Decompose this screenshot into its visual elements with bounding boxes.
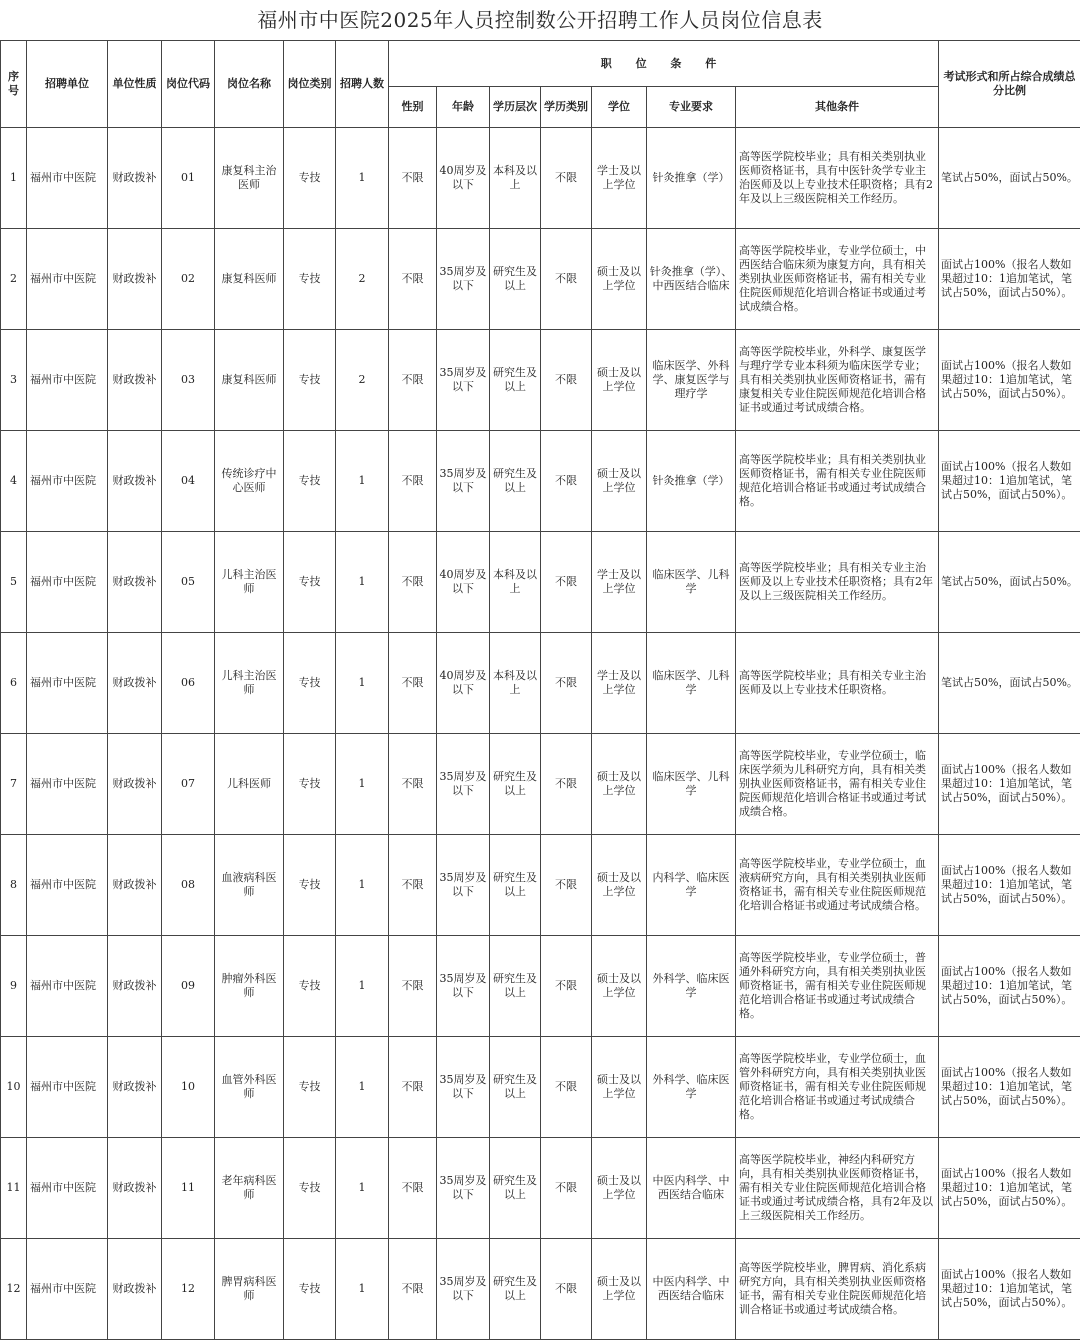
table-row bbox=[1, 936, 1080, 1037]
cell-exam: 面试占100%（报名人数如果超过10：1追加笔试，笔试占50%，面试占50%）。 bbox=[939, 1037, 1080, 1138]
cell-other: 高等医学院校毕业；具有相关类别执业医师资格证书，需有相关专业住院医师规范化培训合格证书或通过考试成绩合格。 bbox=[736, 431, 939, 532]
cell-major: 临床医学、外科学、康复医学与理疗学 bbox=[647, 330, 736, 431]
cell-age: 40周岁及以下 bbox=[437, 532, 490, 633]
cell-unit: 福州市中医院 bbox=[27, 734, 108, 835]
cell-age: 35周岁及以下 bbox=[437, 1239, 490, 1340]
cell-unit: 福州市中医院 bbox=[27, 633, 108, 734]
cell-nature: 财政拨补 bbox=[108, 633, 162, 734]
header-age: 年龄 bbox=[437, 87, 490, 128]
cell-nature: 财政拨补 bbox=[108, 330, 162, 431]
cell-code: 11 bbox=[162, 1138, 215, 1239]
cell-exam: 笔试占50%，面试占50%。 bbox=[939, 532, 1080, 633]
cell-category: 专技 bbox=[284, 1239, 336, 1340]
cell-count: 1 bbox=[336, 936, 389, 1037]
cell-edu-level: 研究生及以上 bbox=[490, 229, 541, 330]
cell-unit: 福州市中医院 bbox=[27, 431, 108, 532]
cell-exam: 面试占100%（报名人数如果超过10：1追加笔试，笔试占50%，面试占50%）。 bbox=[939, 835, 1080, 936]
cell-edu-level: 本科及以上 bbox=[490, 128, 541, 229]
cell-gender: 不限 bbox=[389, 229, 437, 330]
cell-major: 中医内科学、中西医结合临床 bbox=[647, 1138, 736, 1239]
cell-name: 传统诊疗中心医师 bbox=[215, 431, 284, 532]
cell-unit: 福州市中医院 bbox=[27, 1239, 108, 1340]
cell-gender: 不限 bbox=[389, 128, 437, 229]
header-name: 岗位名称 bbox=[215, 41, 284, 128]
cell-category: 专技 bbox=[284, 532, 336, 633]
header-category: 岗位类别 bbox=[284, 41, 336, 128]
cell-count: 1 bbox=[336, 835, 389, 936]
cell-code: 12 bbox=[162, 1239, 215, 1340]
cell-count: 1 bbox=[336, 1239, 389, 1340]
cell-seq: 3 bbox=[1, 330, 27, 431]
cell-count: 1 bbox=[336, 734, 389, 835]
cell-name: 康复科医师 bbox=[215, 229, 284, 330]
cell-age: 40周岁及以下 bbox=[437, 633, 490, 734]
cell-age: 35周岁及以下 bbox=[437, 835, 490, 936]
cell-code: 10 bbox=[162, 1037, 215, 1138]
cell-seq: 8 bbox=[1, 835, 27, 936]
cell-nature: 财政拨补 bbox=[108, 431, 162, 532]
cell-seq: 10 bbox=[1, 1037, 27, 1138]
cell-nature: 财政拨补 bbox=[108, 1239, 162, 1340]
cell-nature: 财政拨补 bbox=[108, 128, 162, 229]
cell-degree: 硕士及以上学位 bbox=[592, 1037, 647, 1138]
cell-degree: 硕士及以上学位 bbox=[592, 835, 647, 936]
cell-degree: 学士及以上学位 bbox=[592, 532, 647, 633]
cell-name: 康复科医师 bbox=[215, 330, 284, 431]
cell-edu-type: 不限 bbox=[541, 1239, 592, 1340]
cell-degree: 硕士及以上学位 bbox=[592, 936, 647, 1037]
cell-count: 1 bbox=[336, 128, 389, 229]
cell-gender: 不限 bbox=[389, 835, 437, 936]
cell-seq: 12 bbox=[1, 1239, 27, 1340]
job-table bbox=[0, 40, 1080, 1340]
cell-major: 临床医学、儿科学 bbox=[647, 532, 736, 633]
header-degree: 学位 bbox=[592, 87, 647, 128]
cell-seq: 5 bbox=[1, 532, 27, 633]
header-count: 招聘人数 bbox=[336, 41, 389, 128]
header-conditions: 职 位 条 件 bbox=[389, 41, 939, 87]
cell-edu-level: 研究生及以上 bbox=[490, 1037, 541, 1138]
cell-unit: 福州市中医院 bbox=[27, 936, 108, 1037]
table-header bbox=[1, 41, 1080, 128]
cell-degree: 硕士及以上学位 bbox=[592, 734, 647, 835]
cell-other: 高等医学院校毕业，专业学位硕士，中西医结合临床须为康复方向，具有相关类别执业医师资格证书，需有相关专业住院医师规范化培训合格证书或通过考试成绩合格。 bbox=[736, 229, 939, 330]
cell-edu-level: 研究生及以上 bbox=[490, 1138, 541, 1239]
page-title: 福州市中医院2025年人员控制数公开招聘工作人员岗位信息表 bbox=[257, 8, 823, 32]
table-row bbox=[1, 633, 1080, 734]
cell-seq: 11 bbox=[1, 1138, 27, 1239]
cell-other: 高等医学院校毕业，脾胃病、消化系病研究方向，具有相关类别执业医师资格证书，需有相关专业住院医师规范化培训合格证书或通过考试成绩合格。 bbox=[736, 1239, 939, 1340]
cell-edu-level: 研究生及以上 bbox=[490, 734, 541, 835]
cell-code: 09 bbox=[162, 936, 215, 1037]
cell-exam: 面试占100%（报名人数如果超过10：1追加笔试，笔试占50%，面试占50%）。 bbox=[939, 1239, 1080, 1340]
cell-count: 2 bbox=[336, 330, 389, 431]
cell-gender: 不限 bbox=[389, 431, 437, 532]
table-row bbox=[1, 1138, 1080, 1239]
cell-degree: 学士及以上学位 bbox=[592, 128, 647, 229]
cell-edu-level: 研究生及以上 bbox=[490, 835, 541, 936]
cell-count: 1 bbox=[336, 1138, 389, 1239]
cell-age: 35周岁及以下 bbox=[437, 330, 490, 431]
cell-unit: 福州市中医院 bbox=[27, 229, 108, 330]
table-row bbox=[1, 431, 1080, 532]
cell-code: 06 bbox=[162, 633, 215, 734]
cell-edu-type: 不限 bbox=[541, 633, 592, 734]
cell-name: 儿科主治医师 bbox=[215, 532, 284, 633]
cell-edu-level: 本科及以上 bbox=[490, 633, 541, 734]
cell-other: 高等医学院校毕业，专业学位硕士，血液病研究方向，具有相关类别执业医师资格证书，需有相关专业住院医师规范化培训合格证书或通过考试成绩合格。 bbox=[736, 835, 939, 936]
cell-count: 2 bbox=[336, 229, 389, 330]
cell-edu-level: 研究生及以上 bbox=[490, 1239, 541, 1340]
header-other: 其他条件 bbox=[736, 87, 939, 128]
header-edu-level: 学历层次 bbox=[490, 87, 541, 128]
table-row bbox=[1, 1037, 1080, 1138]
cell-edu-level: 研究生及以上 bbox=[490, 431, 541, 532]
cell-edu-type: 不限 bbox=[541, 835, 592, 936]
cell-other: 高等医学院校毕业；具有相关专业主治医师及以上专业技术任职资格。 bbox=[736, 633, 939, 734]
cell-nature: 财政拨补 bbox=[108, 229, 162, 330]
cell-major: 针灸推拿（学） bbox=[647, 431, 736, 532]
cell-category: 专技 bbox=[284, 835, 336, 936]
cell-count: 1 bbox=[336, 1037, 389, 1138]
cell-exam: 面试占100%（报名人数如果超过10：1追加笔试，笔试占50%，面试占50%）。 bbox=[939, 431, 1080, 532]
cell-unit: 福州市中医院 bbox=[27, 532, 108, 633]
cell-gender: 不限 bbox=[389, 633, 437, 734]
cell-name: 老年病科医师 bbox=[215, 1138, 284, 1239]
cell-other: 高等医学院校毕业，神经内科研究方向，具有相关类别执业医师资格证书，需有相关专业住院医师规范化培训合格证书或通过考试成绩合格，具有2年及以上三级医院相关工作经历。 bbox=[736, 1138, 939, 1239]
cell-category: 专技 bbox=[284, 128, 336, 229]
cell-nature: 财政拨补 bbox=[108, 1138, 162, 1239]
cell-edu-type: 不限 bbox=[541, 330, 592, 431]
table-row bbox=[1, 532, 1080, 633]
cell-name: 肿瘤外科医师 bbox=[215, 936, 284, 1037]
table-row bbox=[1, 128, 1080, 229]
cell-edu-type: 不限 bbox=[541, 532, 592, 633]
cell-unit: 福州市中医院 bbox=[27, 1037, 108, 1138]
header-unit: 招聘单位 bbox=[27, 41, 108, 128]
cell-degree: 硕士及以上学位 bbox=[592, 229, 647, 330]
cell-age: 35周岁及以下 bbox=[437, 734, 490, 835]
cell-seq: 9 bbox=[1, 936, 27, 1037]
cell-code: 05 bbox=[162, 532, 215, 633]
cell-exam: 笔试占50%，面试占50%。 bbox=[939, 128, 1080, 229]
cell-category: 专技 bbox=[284, 1138, 336, 1239]
cell-gender: 不限 bbox=[389, 330, 437, 431]
cell-edu-level: 研究生及以上 bbox=[490, 330, 541, 431]
header-seq: 序号 bbox=[1, 41, 27, 128]
header-gender: 性别 bbox=[389, 87, 437, 128]
cell-unit: 福州市中医院 bbox=[27, 128, 108, 229]
cell-edu-type: 不限 bbox=[541, 128, 592, 229]
cell-major: 外科学、临床医学 bbox=[647, 936, 736, 1037]
cell-name: 血管外科医师 bbox=[215, 1037, 284, 1138]
header-code: 岗位代码 bbox=[162, 41, 215, 128]
cell-degree: 硕士及以上学位 bbox=[592, 330, 647, 431]
table-row bbox=[1, 835, 1080, 936]
cell-other: 高等医学院校毕业，专业学位硕士，普通外科研究方向，具有相关类别执业医师资格证书，需有相关专业住院医师规范化培训合格证书或通过考试成绩合格。 bbox=[736, 936, 939, 1037]
cell-gender: 不限 bbox=[389, 1037, 437, 1138]
cell-nature: 财政拨补 bbox=[108, 1037, 162, 1138]
cell-major: 临床医学、儿科学 bbox=[647, 734, 736, 835]
cell-other: 高等医学院校毕业，专业学位硕士，临床医学须为儿科研究方向，具有相关类别执业医师资格证书，需有相关专业住院医师规范化培训合格证书或通过考试成绩合格。 bbox=[736, 734, 939, 835]
cell-major: 外科学、临床医学 bbox=[647, 1037, 736, 1138]
cell-major: 内科学、临床医学 bbox=[647, 835, 736, 936]
cell-edu-type: 不限 bbox=[541, 936, 592, 1037]
cell-exam: 面试占100%（报名人数如果超过10：1追加笔试，笔试占50%，面试占50%）。 bbox=[939, 229, 1080, 330]
cell-count: 1 bbox=[336, 633, 389, 734]
table-body bbox=[1, 128, 1080, 1340]
cell-code: 04 bbox=[162, 431, 215, 532]
cell-name: 儿科主治医师 bbox=[215, 633, 284, 734]
cell-unit: 福州市中医院 bbox=[27, 835, 108, 936]
cell-count: 1 bbox=[336, 532, 389, 633]
cell-nature: 财政拨补 bbox=[108, 734, 162, 835]
cell-name: 儿科医师 bbox=[215, 734, 284, 835]
cell-other: 高等医学院校毕业，专业学位硕士，血管外科研究方向，具有相关类别执业医师资格证书，需有相关专业住院医师规范化培训合格证书或通过考试成绩合格。 bbox=[736, 1037, 939, 1138]
header-major: 专业要求 bbox=[647, 87, 736, 128]
header-edu-type: 学历类别 bbox=[541, 87, 592, 128]
cell-code: 08 bbox=[162, 835, 215, 936]
cell-exam: 面试占100%（报名人数如果超过10：1追加笔试，笔试占50%，面试占50%）。 bbox=[939, 330, 1080, 431]
cell-major: 临床医学、儿科学 bbox=[647, 633, 736, 734]
header-nature: 单位性质 bbox=[108, 41, 162, 128]
cell-category: 专技 bbox=[284, 936, 336, 1037]
cell-age: 35周岁及以下 bbox=[437, 229, 490, 330]
table-row bbox=[1, 1239, 1080, 1340]
cell-other: 高等医学院校毕业；具有相关专业主治医师及以上专业技术任职资格；具有2年及以上三级医院相关工作经历。 bbox=[736, 532, 939, 633]
cell-age: 40周岁及以下 bbox=[437, 128, 490, 229]
cell-unit: 福州市中医院 bbox=[27, 330, 108, 431]
cell-code: 03 bbox=[162, 330, 215, 431]
cell-age: 35周岁及以下 bbox=[437, 431, 490, 532]
cell-gender: 不限 bbox=[389, 1239, 437, 1340]
cell-exam: 面试占100%（报名人数如果超过10：1追加笔试，笔试占50%，面试占50%）。 bbox=[939, 734, 1080, 835]
cell-gender: 不限 bbox=[389, 936, 437, 1037]
table-row bbox=[1, 330, 1080, 431]
cell-other: 高等医学院校毕业；具有相关类别执业医师资格证书，具有中医针灸学专业主治医师及以上专业技术任职资格；具有2年及以上三级医院相关工作经历。 bbox=[736, 128, 939, 229]
cell-nature: 财政拨补 bbox=[108, 936, 162, 1037]
cell-nature: 财政拨补 bbox=[108, 835, 162, 936]
cell-seq: 4 bbox=[1, 431, 27, 532]
cell-exam: 面试占100%（报名人数如果超过10：1追加笔试，笔试占50%，面试占50%）。 bbox=[939, 1138, 1080, 1239]
cell-major: 针灸推拿（学） bbox=[647, 128, 736, 229]
cell-name: 脾胃病科医师 bbox=[215, 1239, 284, 1340]
cell-name: 康复科主治医师 bbox=[215, 128, 284, 229]
cell-edu-level: 本科及以上 bbox=[490, 532, 541, 633]
cell-exam: 笔试占50%，面试占50%。 bbox=[939, 633, 1080, 734]
cell-category: 专技 bbox=[284, 633, 336, 734]
cell-degree: 硕士及以上学位 bbox=[592, 1138, 647, 1239]
cell-degree: 学士及以上学位 bbox=[592, 633, 647, 734]
cell-gender: 不限 bbox=[389, 734, 437, 835]
cell-unit: 福州市中医院 bbox=[27, 1138, 108, 1239]
cell-seq: 1 bbox=[1, 128, 27, 229]
cell-seq: 6 bbox=[1, 633, 27, 734]
cell-degree: 硕士及以上学位 bbox=[592, 1239, 647, 1340]
header-exam: 考试形式和所占综合成绩总分比例 bbox=[939, 41, 1080, 128]
cell-edu-type: 不限 bbox=[541, 734, 592, 835]
cell-category: 专技 bbox=[284, 1037, 336, 1138]
cell-edu-type: 不限 bbox=[541, 431, 592, 532]
cell-age: 35周岁及以下 bbox=[437, 1037, 490, 1138]
cell-age: 35周岁及以下 bbox=[437, 1138, 490, 1239]
table-row bbox=[1, 734, 1080, 835]
cell-category: 专技 bbox=[284, 431, 336, 532]
cell-gender: 不限 bbox=[389, 1138, 437, 1239]
cell-other: 高等医学院校毕业，外科学、康复医学与理疗学专业本科须为临床医学专业；具有相关类别执业医师资格证书，需有康复相关专业住院医师规范化培训合格证书或通过考试成绩合格。 bbox=[736, 330, 939, 431]
cell-age: 35周岁及以下 bbox=[437, 936, 490, 1037]
cell-code: 07 bbox=[162, 734, 215, 835]
cell-major: 针灸推拿（学）、中西医结合临床 bbox=[647, 229, 736, 330]
cell-code: 02 bbox=[162, 229, 215, 330]
cell-gender: 不限 bbox=[389, 532, 437, 633]
cell-exam: 面试占100%（报名人数如果超过10：1追加笔试，笔试占50%，面试占50%）。 bbox=[939, 936, 1080, 1037]
table-row bbox=[1, 229, 1080, 330]
cell-name: 血液病科医师 bbox=[215, 835, 284, 936]
cell-major: 中医内科学、中西医结合临床 bbox=[647, 1239, 736, 1340]
cell-category: 专技 bbox=[284, 229, 336, 330]
cell-count: 1 bbox=[336, 431, 389, 532]
cell-edu-type: 不限 bbox=[541, 1138, 592, 1239]
cell-edu-type: 不限 bbox=[541, 1037, 592, 1138]
cell-edu-level: 研究生及以上 bbox=[490, 936, 541, 1037]
cell-edu-type: 不限 bbox=[541, 229, 592, 330]
cell-code: 01 bbox=[162, 128, 215, 229]
cell-seq: 7 bbox=[1, 734, 27, 835]
cell-category: 专技 bbox=[284, 734, 336, 835]
cell-seq: 2 bbox=[1, 229, 27, 330]
cell-category: 专技 bbox=[284, 330, 336, 431]
cell-nature: 财政拨补 bbox=[108, 532, 162, 633]
cell-degree: 硕士及以上学位 bbox=[592, 431, 647, 532]
